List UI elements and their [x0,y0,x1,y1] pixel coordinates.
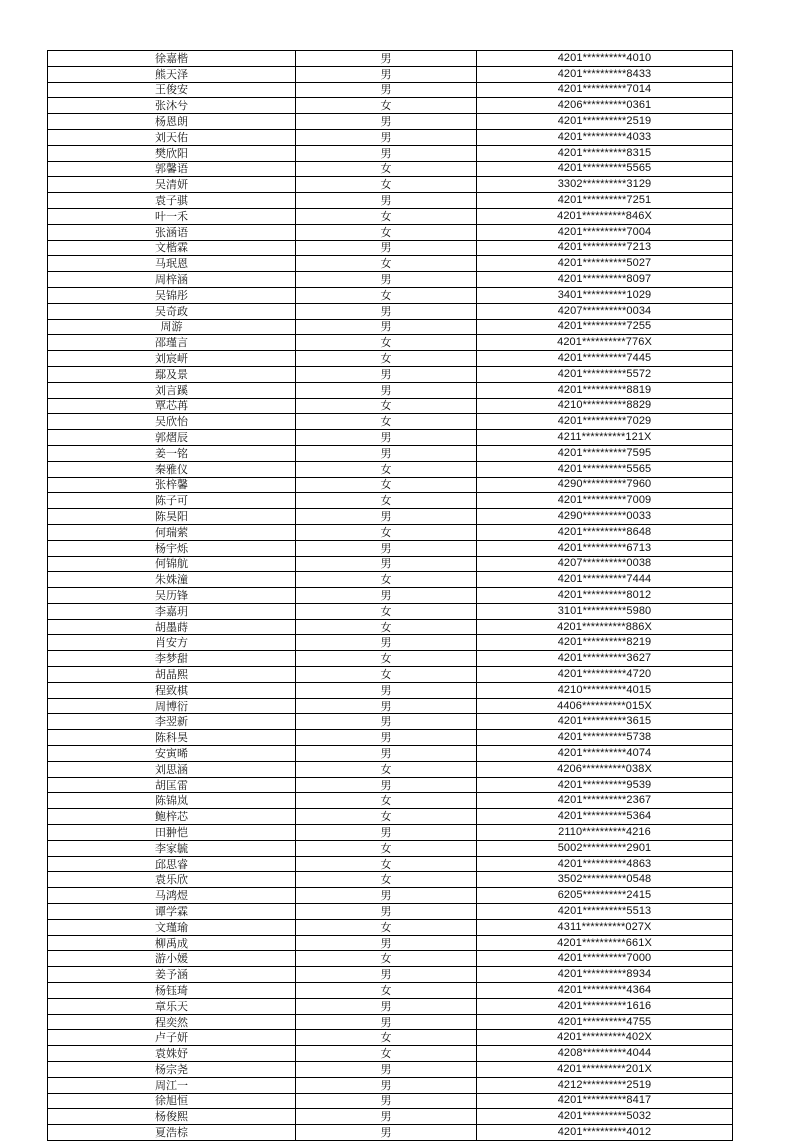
gender-cell: 女 [296,477,477,493]
gender-cell: 男 [296,366,477,382]
table-row [48,619,733,635]
id-number-cell: 4201**********7444 [477,572,733,588]
table-row [48,287,733,303]
id-number-cell: 4201**********9539 [477,777,733,793]
id-number-cell: 4208**********4044 [477,1046,733,1062]
gender-cell: 女 [296,603,477,619]
id-number-cell: 4201**********4074 [477,746,733,762]
name-cell: 张涵语 [48,224,296,240]
table-row [48,524,733,540]
gender-cell: 女 [296,98,477,114]
table-row [48,509,733,525]
name-cell: 田翀恺 [48,825,296,841]
id-number-cell: 4201**********5565 [477,161,733,177]
gender-cell: 男 [296,746,477,762]
id-number-cell: 3502**********0548 [477,872,733,888]
gender-cell: 女 [296,667,477,683]
id-number-cell: 4201**********8097 [477,272,733,288]
name-cell: 李嘉玥 [48,603,296,619]
table-row [48,477,733,493]
name-cell: 谭学霖 [48,904,296,920]
gender-cell: 男 [296,114,477,130]
name-cell: 卢子妍 [48,1030,296,1046]
table-row [48,730,733,746]
table-row [48,98,733,114]
name-cell: 章乐天 [48,998,296,1014]
id-number-cell: 4201**********5738 [477,730,733,746]
table-row [48,746,733,762]
id-number-cell: 4210**********4015 [477,682,733,698]
table-row [48,177,733,193]
gender-cell: 女 [296,872,477,888]
table-row [48,366,733,382]
gender-cell: 男 [296,730,477,746]
gender-cell: 女 [296,651,477,667]
id-number-cell: 4201**********402X [477,1030,733,1046]
id-number-cell: 4311**********027X [477,919,733,935]
id-number-cell: 3101**********5980 [477,603,733,619]
name-cell: 刘言蹊 [48,382,296,398]
id-number-cell: 3302**********3129 [477,177,733,193]
id-number-cell: 4201**********7029 [477,414,733,430]
gender-cell: 男 [296,382,477,398]
gender-cell: 男 [296,319,477,335]
table-row [48,319,733,335]
table-row [48,714,733,730]
table-row [48,635,733,651]
gender-cell: 女 [296,619,477,635]
gender-cell: 女 [296,919,477,935]
name-cell: 秦雅仪 [48,461,296,477]
table-row [48,698,733,714]
roster-table-body [48,51,733,1141]
id-number-cell: 4201**********6713 [477,540,733,556]
id-number-cell: 4211**********121X [477,430,733,446]
gender-cell: 女 [296,1046,477,1062]
gender-cell: 女 [296,809,477,825]
id-number-cell: 4201**********7445 [477,351,733,367]
table-row [48,414,733,430]
id-number-cell: 4201**********4010 [477,51,733,67]
gender-cell: 女 [296,524,477,540]
name-cell: 袁姝妤 [48,1046,296,1062]
name-cell: 吴奇政 [48,303,296,319]
gender-cell: 男 [296,825,477,841]
gender-cell: 男 [296,445,477,461]
name-cell: 王俊安 [48,82,296,98]
gender-cell: 男 [296,682,477,698]
name-cell: 周梓涵 [48,272,296,288]
name-cell: 邵瑾言 [48,335,296,351]
table-row [48,1030,733,1046]
name-cell: 郭馨语 [48,161,296,177]
id-number-cell: 4201**********7004 [477,224,733,240]
id-number-cell: 4201**********7009 [477,493,733,509]
gender-cell: 女 [296,398,477,414]
name-cell: 李梦甜 [48,651,296,667]
id-number-cell: 4201**********661X [477,935,733,951]
name-cell: 周江一 [48,1077,296,1093]
gender-cell: 男 [296,1125,477,1141]
id-number-cell: 4210**********8829 [477,398,733,414]
table-row [48,904,733,920]
name-cell: 杨钰琦 [48,983,296,999]
id-number-cell: 4201**********3627 [477,651,733,667]
table-row [48,224,733,240]
id-number-cell: 4201**********7000 [477,951,733,967]
table-row [48,793,733,809]
id-number-cell: 4201**********7251 [477,193,733,209]
table-row [48,351,733,367]
name-cell: 郭熠辰 [48,430,296,446]
name-cell: 何瑞萦 [48,524,296,540]
name-cell: 周游 [48,319,296,335]
id-number-cell: 4406**********015X [477,698,733,714]
id-number-cell: 4201**********2367 [477,793,733,809]
table-row [48,919,733,935]
id-number-cell: 4206**********038X [477,761,733,777]
gender-cell: 男 [296,698,477,714]
gender-cell: 男 [296,540,477,556]
gender-cell: 男 [296,635,477,651]
name-cell: 吴锦彤 [48,287,296,303]
id-number-cell: 4212**********2519 [477,1077,733,1093]
table-row [48,983,733,999]
gender-cell: 男 [296,967,477,983]
name-cell: 李家毓 [48,840,296,856]
gender-cell: 女 [296,351,477,367]
gender-cell: 女 [296,856,477,872]
id-number-cell: 4201**********4863 [477,856,733,872]
name-cell: 吴清妍 [48,177,296,193]
name-cell: 陈科昊 [48,730,296,746]
id-number-cell: 4201**********8219 [477,635,733,651]
table-row [48,556,733,572]
table-row [48,493,733,509]
id-number-cell: 6205**********2415 [477,888,733,904]
name-cell: 胡墨蒔 [48,619,296,635]
name-cell: 胡匡雷 [48,777,296,793]
table-row [48,1093,733,1109]
id-number-cell: 4201**********4012 [477,1125,733,1141]
id-number-cell: 4201**********8934 [477,967,733,983]
table-row [48,603,733,619]
id-number-cell: 4201**********4033 [477,129,733,145]
gender-cell: 男 [296,1077,477,1093]
gender-cell: 女 [296,983,477,999]
table-row [48,572,733,588]
name-cell: 叶一禾 [48,208,296,224]
name-cell: 刘思涵 [48,761,296,777]
gender-cell: 女 [296,177,477,193]
table-row [48,208,733,224]
gender-cell: 女 [296,256,477,272]
gender-cell: 男 [296,303,477,319]
name-cell: 袁乐欣 [48,872,296,888]
id-number-cell: 4201**********8819 [477,382,733,398]
name-cell: 陈子可 [48,493,296,509]
name-cell: 游小媛 [48,951,296,967]
table-row [48,998,733,1014]
table-row [48,461,733,477]
gender-cell: 男 [296,714,477,730]
id-number-cell: 4201**********4364 [477,983,733,999]
name-cell: 胡晶熙 [48,667,296,683]
gender-cell: 男 [296,777,477,793]
table-row [48,951,733,967]
gender-cell: 男 [296,272,477,288]
name-cell: 鲍梓芯 [48,809,296,825]
name-cell: 杨宇烁 [48,540,296,556]
gender-cell: 男 [296,82,477,98]
id-number-cell: 4201**********7255 [477,319,733,335]
gender-cell: 男 [296,240,477,256]
table-row [48,777,733,793]
id-number-cell: 4201**********4755 [477,1014,733,1030]
gender-cell: 女 [296,208,477,224]
name-cell: 马珉恩 [48,256,296,272]
id-number-cell: 4201**********1616 [477,998,733,1014]
name-cell: 杨俊熙 [48,1109,296,1125]
table-row [48,967,733,983]
name-cell: 张沐兮 [48,98,296,114]
gender-cell: 男 [296,66,477,82]
id-number-cell: 4201**********3615 [477,714,733,730]
table-row [48,651,733,667]
gender-cell: 男 [296,509,477,525]
table-row [48,398,733,414]
name-cell: 程奕然 [48,1014,296,1030]
gender-cell: 女 [296,287,477,303]
id-number-cell: 4201**********776X [477,335,733,351]
name-cell: 姜予涵 [48,967,296,983]
gender-cell: 女 [296,461,477,477]
name-cell: 邱思睿 [48,856,296,872]
gender-cell: 男 [296,1014,477,1030]
name-cell: 刘天佑 [48,129,296,145]
table-row [48,114,733,130]
gender-cell: 女 [296,793,477,809]
id-number-cell: 4201**********8417 [477,1093,733,1109]
name-cell: 李翌新 [48,714,296,730]
id-number-cell: 5002**********2901 [477,840,733,856]
table-row [48,129,733,145]
table-row [48,588,733,604]
name-cell: 何锦航 [48,556,296,572]
name-cell: 吴欣怡 [48,414,296,430]
id-number-cell: 4201**********5572 [477,366,733,382]
gender-cell: 女 [296,414,477,430]
id-number-cell: 4201**********8433 [477,66,733,82]
name-cell: 刘宸岍 [48,351,296,367]
name-cell: 鄢及景 [48,366,296,382]
id-number-cell: 4201**********846X [477,208,733,224]
table-row [48,1077,733,1093]
gender-cell: 女 [296,761,477,777]
table-row [48,667,733,683]
gender-cell: 男 [296,145,477,161]
table-row [48,682,733,698]
roster-table [47,50,733,1141]
table-row [48,382,733,398]
name-cell: 安寅晞 [48,746,296,762]
id-number-cell: 4201**********7014 [477,82,733,98]
table-row [48,430,733,446]
gender-cell: 女 [296,951,477,967]
id-number-cell: 4201**********2519 [477,114,733,130]
id-number-cell: 4206**********0361 [477,98,733,114]
name-cell: 徐嘉楷 [48,51,296,67]
table-row [48,1014,733,1030]
table-row [48,840,733,856]
id-number-cell: 4201**********7595 [477,445,733,461]
gender-cell: 女 [296,572,477,588]
name-cell: 樊欣阳 [48,145,296,161]
gender-cell: 男 [296,998,477,1014]
name-cell: 杨宗尧 [48,1062,296,1078]
id-number-cell: 2110**********4216 [477,825,733,841]
name-cell: 夏浩棕 [48,1125,296,1141]
name-cell: 肖安方 [48,635,296,651]
name-cell: 陈昊阳 [48,509,296,525]
name-cell: 徐旭恒 [48,1093,296,1109]
id-number-cell: 4201**********5513 [477,904,733,920]
name-cell: 马鸿煜 [48,888,296,904]
id-number-cell: 4201**********7213 [477,240,733,256]
table-row [48,51,733,67]
gender-cell: 男 [296,129,477,145]
name-cell: 文瑾瑜 [48,919,296,935]
table-row [48,145,733,161]
id-number-cell: 4201**********201X [477,1062,733,1078]
table-row [48,888,733,904]
id-number-cell: 4201**********8648 [477,524,733,540]
gender-cell: 男 [296,1062,477,1078]
name-cell: 吴历锋 [48,588,296,604]
gender-cell: 男 [296,1093,477,1109]
id-number-cell: 4290**********7960 [477,477,733,493]
name-cell: 文楷霖 [48,240,296,256]
id-number-cell: 4201**********5364 [477,809,733,825]
table-row [48,1125,733,1141]
table-row [48,856,733,872]
id-number-cell: 4207**********0034 [477,303,733,319]
gender-cell: 男 [296,935,477,951]
name-cell: 熊天泽 [48,66,296,82]
name-cell: 张梓馨 [48,477,296,493]
table-row [48,256,733,272]
table-row [48,1046,733,1062]
table-row [48,872,733,888]
id-number-cell: 4290**********0033 [477,509,733,525]
gender-cell: 女 [296,493,477,509]
name-cell: 柳禹成 [48,935,296,951]
gender-cell: 女 [296,1030,477,1046]
table-row [48,161,733,177]
id-number-cell: 3401**********1029 [477,287,733,303]
name-cell: 覃芯苒 [48,398,296,414]
name-cell: 袁子骐 [48,193,296,209]
gender-cell: 男 [296,430,477,446]
name-cell: 程致棋 [48,682,296,698]
table-row [48,1062,733,1078]
table-row [48,66,733,82]
id-number-cell: 4201**********5565 [477,461,733,477]
table-row [48,935,733,951]
table-row [48,335,733,351]
table-row [48,303,733,319]
gender-cell: 女 [296,840,477,856]
id-number-cell: 4201**********8012 [477,588,733,604]
gender-cell: 女 [296,335,477,351]
table-row [48,761,733,777]
gender-cell: 男 [296,588,477,604]
name-cell: 姜一铭 [48,445,296,461]
name-cell: 朱姝潼 [48,572,296,588]
id-number-cell: 4201**********5027 [477,256,733,272]
gender-cell: 男 [296,1109,477,1125]
gender-cell: 男 [296,193,477,209]
table-row [48,540,733,556]
gender-cell: 男 [296,904,477,920]
table-row [48,1109,733,1125]
id-number-cell: 4201**********4720 [477,667,733,683]
table-row [48,82,733,98]
table-row [48,240,733,256]
table-row [48,272,733,288]
table-row [48,445,733,461]
id-number-cell: 4207**********0038 [477,556,733,572]
name-cell: 周博衍 [48,698,296,714]
id-number-cell: 4201**********5032 [477,1109,733,1125]
gender-cell: 女 [296,224,477,240]
id-number-cell: 4201**********8315 [477,145,733,161]
table-row [48,193,733,209]
table-row [48,809,733,825]
gender-cell: 女 [296,161,477,177]
gender-cell: 男 [296,51,477,67]
gender-cell: 男 [296,556,477,572]
gender-cell: 男 [296,888,477,904]
name-cell: 陈锦岚 [48,793,296,809]
id-number-cell: 4201**********886X [477,619,733,635]
table-row [48,825,733,841]
name-cell: 杨恩朗 [48,114,296,130]
